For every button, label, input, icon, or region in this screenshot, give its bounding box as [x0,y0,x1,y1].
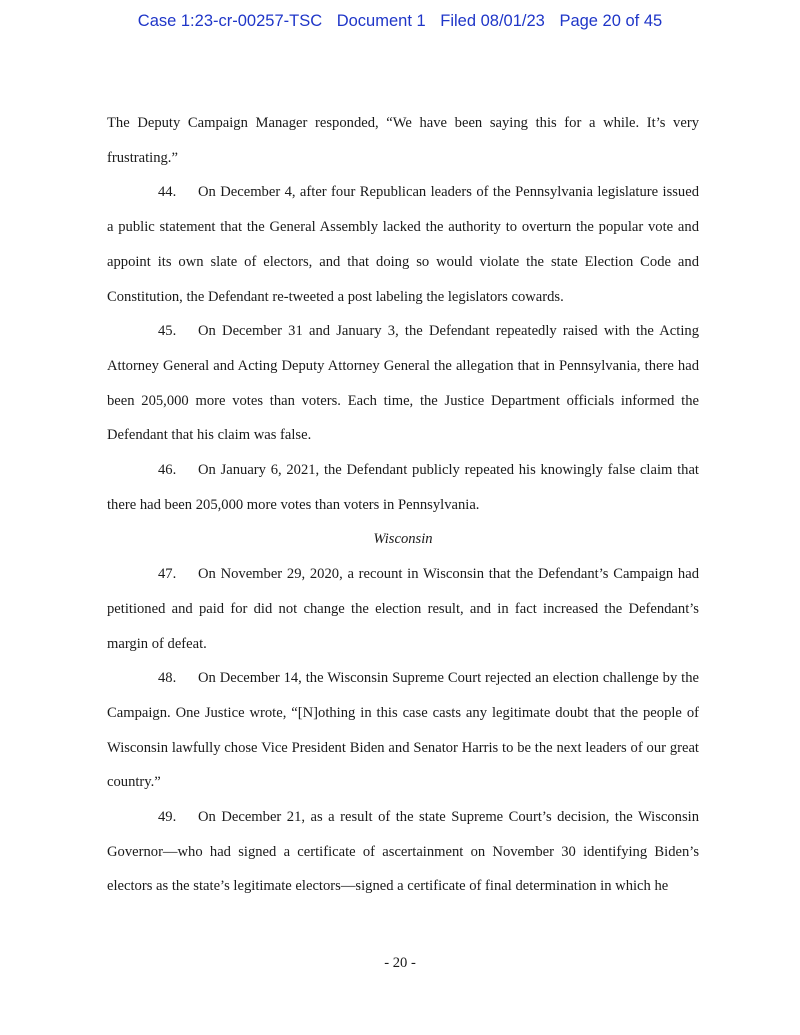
paragraph-number: 47. [158,566,177,583]
paragraph-47 [107,557,699,661]
paragraph-number: 46. [158,462,177,479]
paragraph-text: On December 31 and January 3, the Defendant repeatedly raised with the Acting Attorney General and Acting Deputy Attorney General the allegation that in Pennsylvania, there had been 205,000 more votes than voters. Each time, the Justice Department officials informed the Defendant that his claim was false. [107,323,699,444]
page-footer-number: - 20 - [384,955,416,971]
court-filing-header [0,12,800,31]
paragraph-46 [107,453,699,522]
page-indicator: Page 20 of 45 [559,12,663,30]
document-number: Document 1 [336,12,426,30]
paragraph-number: 49. [158,809,177,826]
continuation-paragraph: The Deputy Campaign Manager responded, “We have been saying this for a while. It’s very frustrating.” [107,115,699,166]
paragraph-45 [107,314,699,453]
paragraph-text: On December 4, after four Republican leaders of the Pennsylvania legislature issued a public statement that the General Assembly lacked the authority to overturn the popular vote and appoint its own slate of electors, and that doing so would violate the state Election Code and Constitution, the Defendant re-tweeted a post labeling the legislators cowards. [107,184,699,305]
filed-date: Filed 08/01/23 [440,12,545,30]
paragraph-48 [107,661,699,800]
paragraph-text: On December 14, the Wisconsin Supreme Court rejected an election challenge by the Campaign. One Justice wrote, “[N]othing in this case casts any legitimate doubt that the people of Wisconsin lawfully chose Vice President Biden and Senator Harris to be the next leaders of our great country.” [107,670,699,791]
paragraph-number: 44. [158,184,177,201]
case-number: Case 1:23-cr-00257-TSC [137,12,323,30]
paragraph-text: On November 29, 2020, a recount in Wisconsin that the Defendant’s Campaign had petitioned and paid for did not change the election result, and in fact increased the Defendant’s margin of defeat. [107,566,699,652]
paragraph-number: 48. [158,670,177,687]
section-heading: Wisconsin [373,531,433,548]
paragraph-44 [107,175,699,314]
document-body [107,106,699,904]
paragraph-number: 45. [158,323,177,340]
paragraph-49 [107,800,699,904]
paragraph-text: On January 6, 2021, the Defendant publicly repeated his knowingly false claim that there had been 205,000 more votes than voters in Pennsylvania. [107,462,699,513]
paragraph-text: On December 21, as a result of the state Supreme Court’s decision, the Wisconsin Governor—who had signed a certificate of ascertainment on November 30 identifying Biden’s electors as the state’s legitimate electors—signed a certificate of final determination in which he [107,809,699,895]
